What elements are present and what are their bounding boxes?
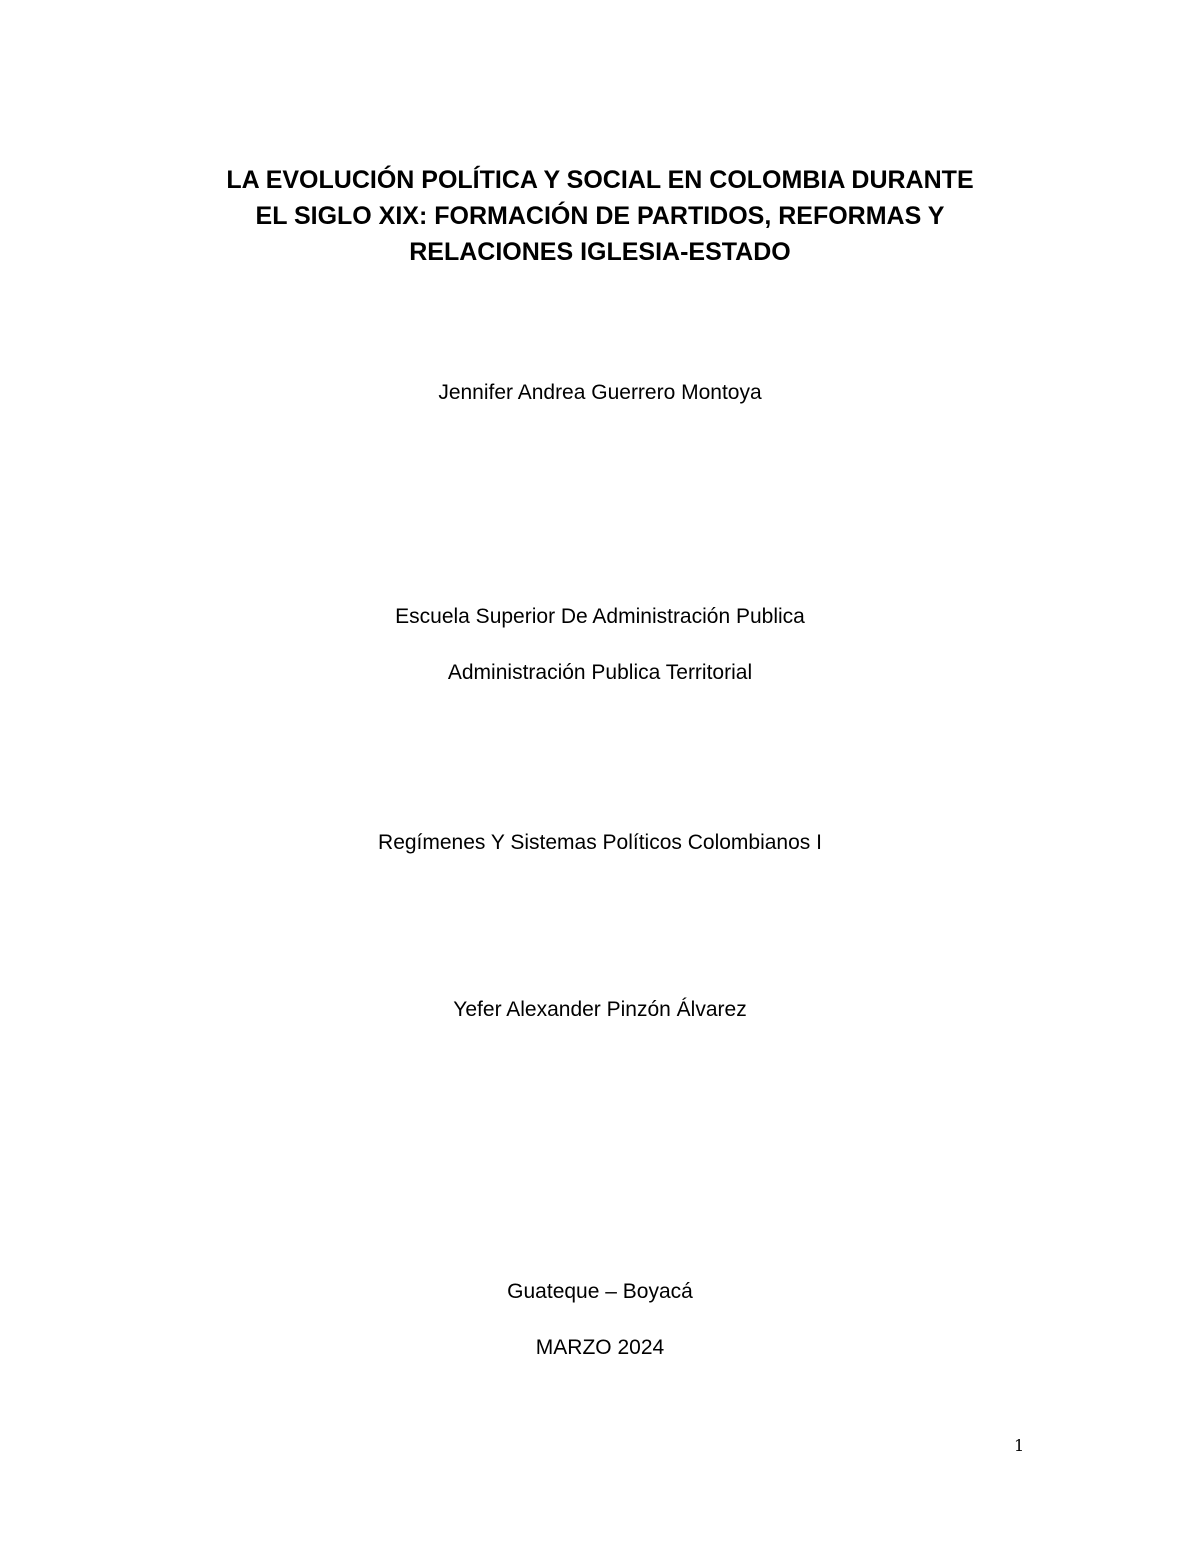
page-number: 1 <box>1014 1436 1025 1455</box>
title-line-2: EL SIGLO XIX: FORMACIÓN DE PARTIDOS, REFORMAS Y <box>255 202 945 230</box>
title-line-1: LA EVOLUCIÓN POLÍTICA Y SOCIAL EN COLOMBIA DURANTE <box>226 166 974 194</box>
title-line-3: RELACIONES IGLESIA-ESTADO <box>409 238 791 266</box>
professor-name: Yefer Alexander Pinzón Álvarez <box>453 998 747 1021</box>
date: MARZO 2024 <box>535 1336 665 1359</box>
document-title <box>100 162 1100 270</box>
course-name: Regímenes Y Sistemas Políticos Colombianos I <box>378 831 822 854</box>
place: Guateque – Boyacá <box>507 1280 693 1303</box>
author-name: Jennifer Andrea Guerrero Montoya <box>438 381 762 404</box>
program-name: Administración Publica Territorial <box>447 661 753 684</box>
school-name: Escuela Superior De Administración Publica <box>395 605 805 628</box>
